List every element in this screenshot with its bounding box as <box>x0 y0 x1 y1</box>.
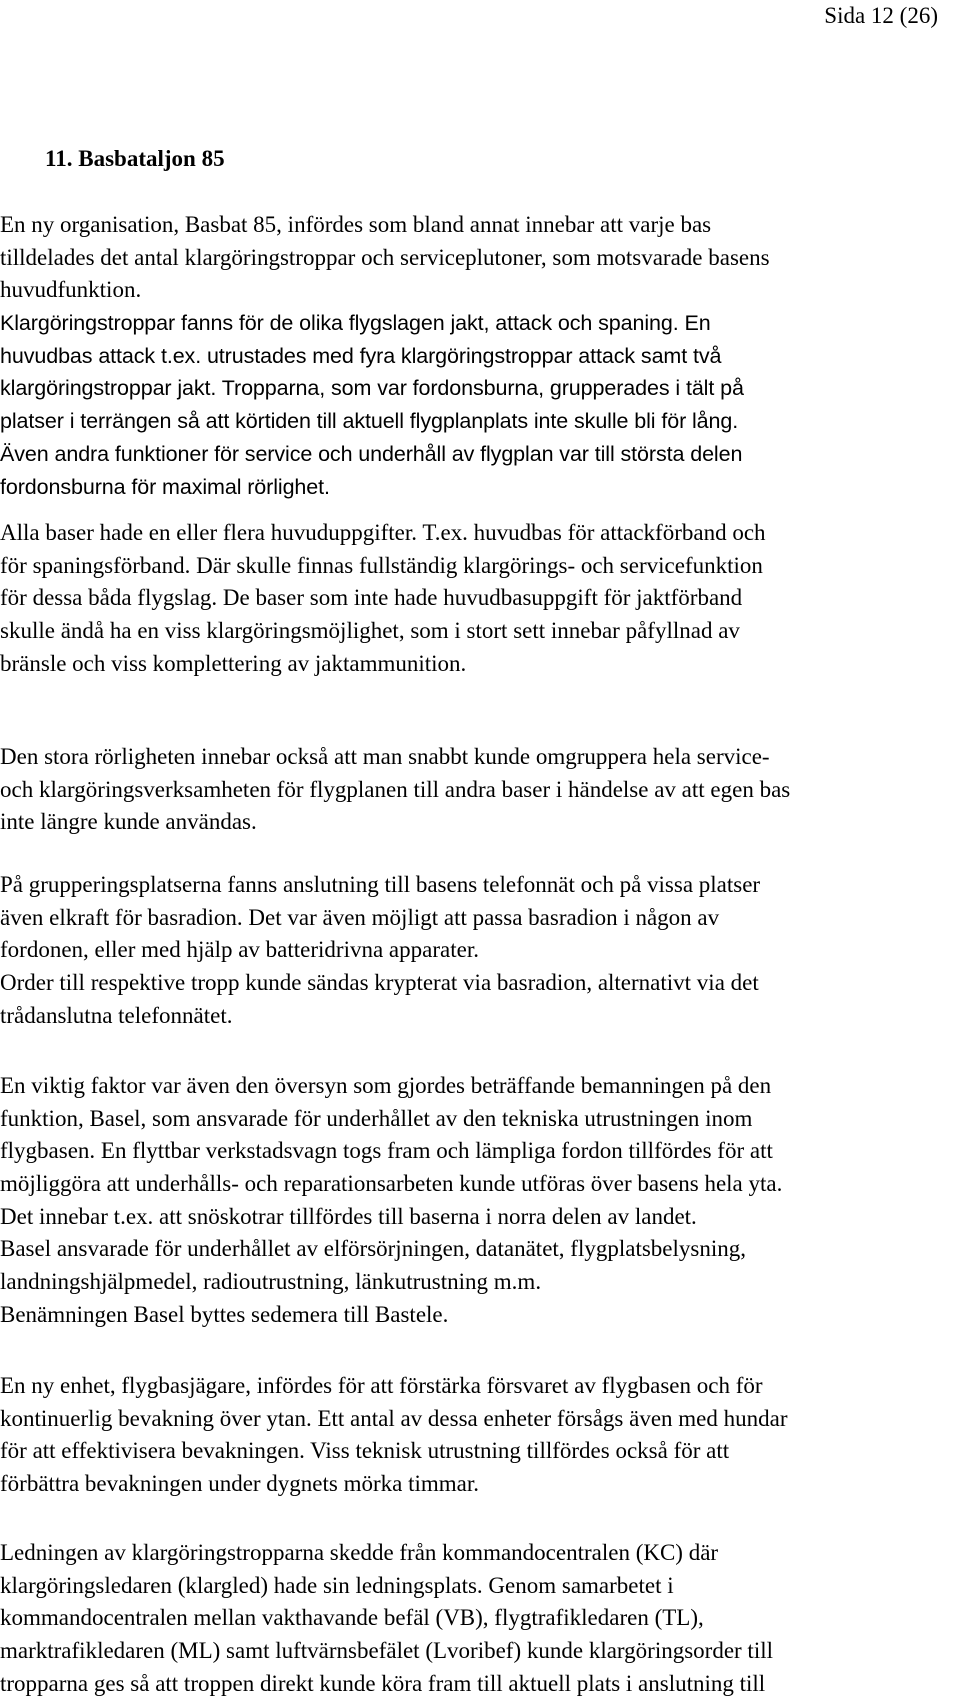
text-line: Alla baser hade en eller flera huvuduppgifter. T.ex. huvudbas för attackförband och <box>0 520 766 545</box>
text-line: En viktig faktor var även den översyn som gjordes beträffande bemanningen på den <box>0 1073 772 1098</box>
paragraph-ledning <box>0 1537 773 1700</box>
text-line: Benämningen Basel byttes sedemera till Bastele. <box>0 1301 449 1327</box>
text-line: klargöringsledaren (klargled) hade sin ledningsplats. Genom samarbetet i <box>0 1572 674 1598</box>
paragraph-grupperingsplatser <box>0 869 760 1032</box>
text-line: Det innebar t.ex. att snöskotrar tillfördes till baserna i norra delen av landet. <box>0 1203 697 1229</box>
page-number: Sida 12 (26) <box>824 3 938 28</box>
paragraph-rorlighet <box>0 741 790 839</box>
text-line: Order till respektive tropp kunde sändas krypterat via basradion, alternativt via det <box>0 970 759 996</box>
text-line: Den stora rörligheten innebar också att man snabbt kunde omgruppera hela service- <box>0 744 770 769</box>
text-line: funktion, Basel, som ansvarade för underhållet av den tekniska utrustningen inom <box>0 1105 753 1131</box>
text-line: landningshjälpmedel, radioutrustning, länkutrustning m.m. <box>0 1269 542 1295</box>
text-line: bränsle och viss komplettering av jaktammunition. <box>0 650 467 676</box>
paragraph-flygbasjagare <box>0 1370 788 1501</box>
text-line: Även andra funktioner för service och underhåll av flygplan var till största delen <box>0 441 743 466</box>
text-line: fordonsburna för maximal rörlighet. <box>0 474 330 499</box>
paragraph-huvuduppgifter <box>0 517 766 680</box>
text-line: Klargöringstroppar fanns för de olika flygslagen jakt, attack och spaning. En <box>0 311 711 336</box>
text-line: inte längre kunde användas. <box>0 809 257 835</box>
text-line: flygbasen. En flyttbar verkstadsvagn togs fram och lämpliga fordon tillfördes för att <box>0 1138 773 1164</box>
text-line: förbättra bevakningen under dygnets mörka timmar. <box>0 1471 480 1497</box>
text-line: tilldelades det antal klargöringstroppar och serviceplutoner, som motsvarade basens <box>0 244 770 270</box>
text-line: möjliggöra att underhålls- och reparationsarbeten kunde utföras över basens hela yta. <box>0 1171 783 1197</box>
text-line: fordonen, eller med hjälp av batteridrivna apparater. <box>0 937 479 963</box>
text-line: för spaningsförband. Där skulle finnas fullständig klargörings- och servicefunktion <box>0 552 763 578</box>
text-line: skulle ändå ha en viss klargöringsmöjlighet, som i stort sett innebar påfyllnad av <box>0 618 740 644</box>
text-line: för dessa båda flygslag. De baser som inte hade huvudbasuppgift för jaktförband <box>0 585 743 611</box>
text-line: klargöringstroppar jakt. Tropparna, som var fordonsburna, grupperades i tält på <box>0 376 744 401</box>
text-line: för att effektivisera bevakningen. Viss teknisk utrustning tillfördes också för att <box>0 1438 730 1464</box>
text-line: huvudbas attack t.ex. utrustades med fyra klargöringstroppar attack samt två <box>0 343 722 368</box>
paragraph-basbat-intro <box>0 209 770 503</box>
section-heading: 11. Basbataljon 85 <box>45 146 225 171</box>
text-line: marktrafikledaren (ML) samt luftvärnsbefälet (Lvoribef) kunde klargöringsorder till <box>0 1638 773 1664</box>
text-line: och klargöringsverksamheten för flygplanen till andra baser i händelse av att egen bas <box>0 776 791 802</box>
text-line: På grupperingsplatserna fanns anslutning till basens telefonnät och på vissa platser <box>0 872 761 897</box>
text-line: platser i terrängen så att körtiden till aktuell flygplanplats inte skulle bli för lång. <box>0 409 739 434</box>
text-line: huvudfunktion. <box>0 277 142 303</box>
text-line: även elkraft för basradion. Det var även möjligt att passa basradion i någon av <box>0 904 720 930</box>
text-line: En ny organisation, Basbat 85, infördes som bland annat innebar att varje bas <box>0 212 712 237</box>
text-line: Basel ansvarade för underhållet av elförsörjningen, datanätet, flygplatsbelysning, <box>0 1236 746 1262</box>
text-line: tropparna ges så att troppen direkt kunde köra fram till aktuell plats i anslutning till <box>0 1670 766 1696</box>
text-line: En ny enhet, flygbasjägare, infördes för att förstärka försvaret av flygbasen och för <box>0 1373 763 1398</box>
paragraph-basel <box>0 1070 782 1332</box>
text-line: Ledningen av klargöringstropparna skedde från kommandocentralen (KC) där <box>0 1540 719 1565</box>
text-line: trådanslutna telefonnätet. <box>0 1002 233 1028</box>
text-line: kommandocentralen mellan vakthavande befäl (VB), flygtrafikledaren (TL), <box>0 1605 704 1631</box>
text-line: kontinuerlig bevakning över ytan. Ett antal av dessa enheter försågs även med hundar <box>0 1405 788 1431</box>
